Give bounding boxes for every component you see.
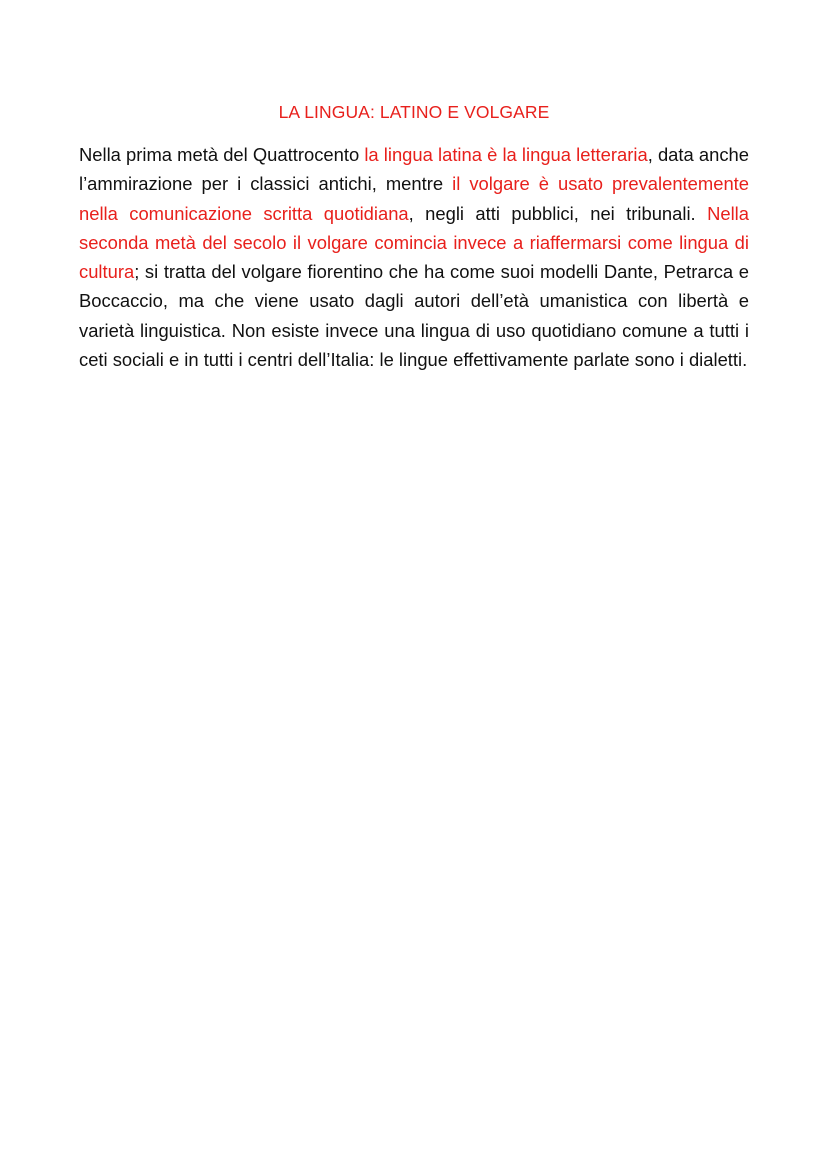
- text-segment: , negli atti pubblici, nei tribunali.: [408, 202, 708, 224]
- body-paragraph: [79, 140, 749, 374]
- highlighted-segment: la lingua latina è la lingua letteraria: [364, 144, 648, 165]
- highlighted-segment: Nella seconda metà del secolo il volgare comincia invece a riaffermarsi come lingua di cultura: [79, 202, 749, 283]
- document-title: LA LINGUA: LATINO E VOLGARE: [278, 102, 550, 122]
- text-segment: ; si tratta del volgare fiorentino che ha come suoi modelli Dante, Petrarca e Boccaccio, ma che viene usato dagli autori dell’età umanistica con libertà e varietà linguistica. Non esiste invece una lingua di uso quotidiano comune a tutti i ceti sociali e in tutti i centri dell’Italia: le lingue effettivamente parlate sono i dialetti.: [79, 261, 749, 371]
- highlighted-segment: il volgare è usato prevalentemente nella comunicazione scritta quotidiana: [79, 173, 750, 224]
- text-segment: , data anche l’ammirazione per i classici antichi, mentre: [79, 144, 749, 195]
- text-segment: Nella prima metà del Quattrocento: [79, 144, 365, 165]
